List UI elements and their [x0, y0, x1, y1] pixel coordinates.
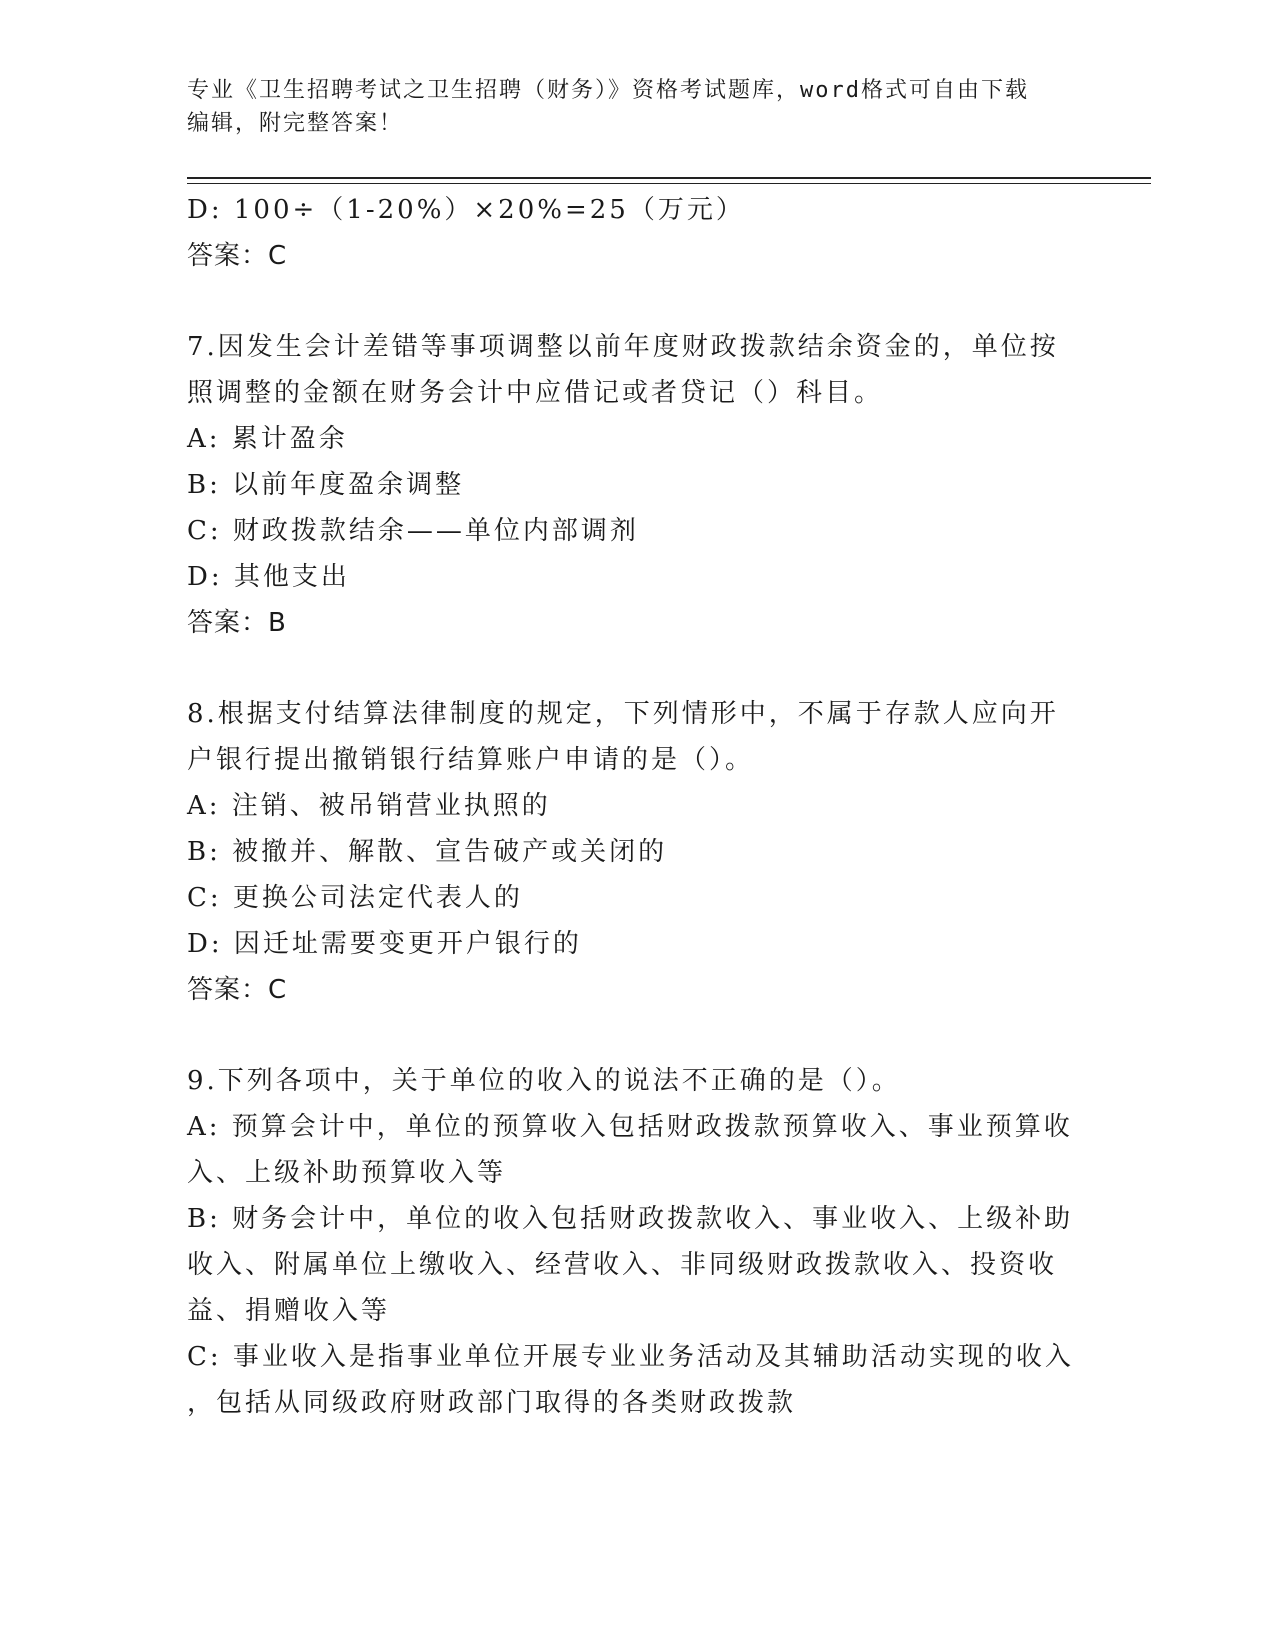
question-stem: 7.因发生会计差错等事项调整以前年度财政拨款结余资金的，单位按	[187, 332, 1059, 362]
option-a: A: 预算会计中，单位的预算收入包括财政拨款预算收入、事业预算收	[187, 1112, 1073, 1142]
document-header	[187, 74, 1087, 140]
option-c: C: 财政拨款结余——单位内部调剂	[187, 516, 639, 546]
question-stem: 户银行提出撤销银行结算账户申请的是（）。	[187, 745, 755, 775]
header-line-2: 编辑，附完整答案！	[187, 111, 404, 136]
option-d: D: 因迁址需要变更开户银行的	[187, 929, 582, 959]
header-divider-thin	[187, 183, 1151, 184]
spacer	[187, 646, 1087, 691]
question-stem: 8.根据支付结算法律制度的规定，下列情形中，不属于存款人应向开	[187, 699, 1059, 729]
answer-line: 答案：C	[187, 975, 288, 1005]
option-a-continued: 入、上级补助预算收入等	[187, 1158, 507, 1188]
option-b: B: 被撤并、解散、宣告破产或关闭的	[187, 837, 668, 867]
option-a: A: 累计盈余	[187, 424, 348, 454]
spacer	[187, 1013, 1087, 1058]
option-c: C: 事业收入是指事业单位开展专业业务活动及其辅助活动实现的收入	[187, 1342, 1074, 1372]
option-a: A: 注销、被吊销营业执照的	[187, 791, 551, 821]
option-b-continued: 益、捐赠收入等	[187, 1296, 391, 1326]
option-b: B: 财务会计中，单位的收入包括财政拨款收入、事业收入、上级补助	[187, 1204, 1074, 1234]
answer-line: 答案：B	[187, 608, 287, 638]
option-b: B: 以前年度盈余调整	[187, 470, 465, 500]
question-8-block	[187, 691, 1087, 1013]
spacer	[187, 279, 1087, 324]
option-c-continued: ，包括从同级政府财政部门取得的各类财政拨款	[187, 1388, 797, 1418]
question-7-block	[187, 324, 1087, 646]
answer-line: 答案：C	[187, 241, 288, 271]
option-d: D: 其他支出	[187, 562, 350, 592]
question-stem: 9.下列各项中，关于单位的收入的说法不正确的是（）。	[187, 1066, 901, 1096]
header-line-1: 专业《卫生招聘考试之卫生招聘（财务）》资格考试题库，word格式可自由下载	[187, 78, 1029, 103]
question-stem: 照调整的金额在财务会计中应借记或者贷记（）科目。	[187, 378, 884, 408]
header-divider-thick	[187, 177, 1151, 179]
option-c: C: 更换公司法定代表人的	[187, 883, 523, 913]
option-b-continued: 收入、附属单位上缴收入、经营收入、非同级财政拨款收入、投资收	[187, 1250, 1058, 1280]
question-content	[187, 187, 1087, 1426]
question-9-block	[187, 1058, 1087, 1426]
option-d: D: 100÷（1-20%）×20%=25（万元）	[187, 195, 745, 225]
prev-question-block	[187, 187, 1087, 279]
